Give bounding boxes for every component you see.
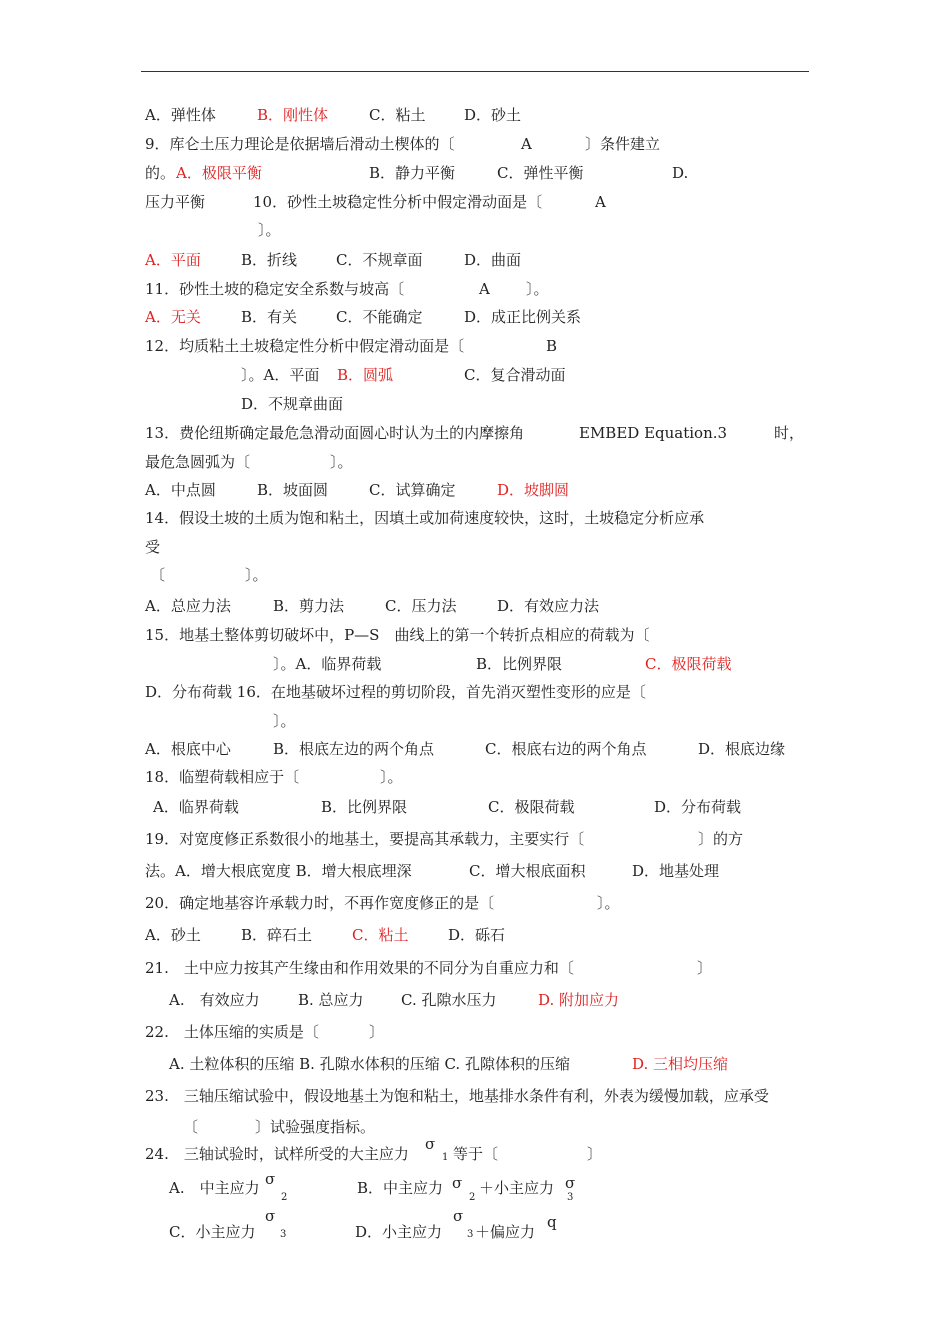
text-run: 等于〔 — [453, 1145, 499, 1163]
math-subscript: 3 — [467, 1229, 474, 1240]
math-subscript: 2 — [469, 1192, 476, 1203]
text-run: 〕 — [587, 1145, 603, 1163]
answer-highlight: D. 附加应力 — [538, 991, 620, 1009]
text-run: 〕 — [697, 959, 713, 977]
text-run: 〕。 — [273, 712, 296, 730]
text-run: C．复合滑动面 — [464, 366, 566, 384]
text-run: 的。 — [145, 164, 176, 182]
text-run: 13．费伦纽斯确定最危急滑动面圆心时认为土的内摩擦角 — [145, 424, 525, 442]
text-run: B. 总应力 — [298, 991, 364, 1009]
text-run: 〔 — [150, 566, 166, 584]
text-run: C．极限荷载 — [488, 798, 575, 816]
text-run: B — [546, 337, 558, 355]
text-run: 〕。A．临界荷载 — [273, 655, 382, 673]
text-run: 24. 三轴试验时，试样所受的大主应力 — [145, 1145, 409, 1163]
math-symbol: σ — [565, 1174, 576, 1192]
text-run: EMBED Equation.3 — [579, 424, 728, 442]
text-run: C．弹性平衡 — [497, 164, 584, 182]
text-run: 〕 — [369, 1023, 385, 1041]
text-run: B．中主应力 — [357, 1179, 444, 1197]
text-run: A．根底中心 — [145, 740, 231, 758]
text-run: 受 — [145, 538, 161, 556]
text-run: A. 有效应力 — [169, 991, 260, 1009]
text-run: 〕的方 — [698, 830, 744, 848]
text-run: 23. 三轴压缩试验中，假设地基土为饱和粘土，地基排水条件有利，外表为缓慢加载，应承受 — [145, 1087, 769, 1105]
text-run: B．剪力法 — [273, 597, 345, 615]
text-run: B．比例界限 — [321, 798, 408, 816]
text-run: B．碎石土 — [241, 926, 313, 944]
math-symbol: σ — [425, 1135, 436, 1153]
answer-highlight: C．极限荷载 — [645, 655, 732, 673]
math-symbol: σ — [452, 1174, 463, 1192]
math-symbol: q — [547, 1213, 557, 1231]
text-run: A — [521, 135, 532, 153]
text-run: A. 土粒体积的压缩 B. 孔隙水体积的压缩 C. 孔隙体积的压缩 — [169, 1055, 570, 1073]
math-subscript: 3 — [280, 1229, 287, 1240]
answer-highlight: B．刚性体 — [257, 106, 329, 124]
text-run: 11．砂性土坡的稳定安全系数与坡高〔 — [145, 280, 405, 298]
text-run: D．小主应力 — [355, 1223, 443, 1241]
text-run: D．有效应力法 — [497, 597, 600, 615]
header-rule — [141, 71, 809, 72]
text-run: 19．对宽度修正系数很小的地基土，要提高其承载力，主要实行〔 — [145, 830, 585, 848]
text-run: 12．均质粘土土坡稳定性分析中假定滑动面是〔 — [145, 337, 465, 355]
text-run: 18．临塑荷载相应于〔 — [145, 768, 300, 786]
text-run: C．不规章面 — [336, 251, 423, 269]
text-run: C. 孔隙水压力 — [401, 991, 497, 1009]
text-run: A — [479, 280, 490, 298]
text-run: 压力平衡 — [145, 193, 206, 211]
text-run: C．小主应力 — [169, 1223, 256, 1241]
text-run: 〕条件建立 — [585, 135, 661, 153]
text-run: 法。A．增大根底宽度 B．增大根底埋深 — [145, 862, 412, 880]
answer-highlight: A．极限平衡 — [176, 164, 262, 182]
text-run: A — [595, 193, 606, 211]
text-run: D. — [672, 164, 689, 182]
text-run: 〕。 — [330, 453, 353, 471]
text-run: D．曲面 — [464, 251, 522, 269]
text-run: A．弹性体 — [145, 106, 216, 124]
text-run: C．粘土 — [369, 106, 426, 124]
text-run: D．分布荷载 16．在地基破坏过程的剪切阶段，首先消灭塑性变形的应是〔 — [145, 683, 646, 701]
text-run: ＋偏应力 — [475, 1223, 536, 1241]
text-run: 时， — [774, 424, 805, 442]
text-run: D．砾石 — [448, 926, 506, 944]
text-run: 20．确定地基容许承载力时，不再作宽度修正的是〔 — [145, 894, 495, 912]
text-run: D．根底边缘 — [698, 740, 786, 758]
text-run: A．砂土 — [145, 926, 201, 944]
text-run: C．不能确定 — [336, 308, 423, 326]
text-run: B．静力平衡 — [369, 164, 456, 182]
answer-highlight: C．粘土 — [352, 926, 409, 944]
text-run: C．试算确定 — [369, 481, 456, 499]
text-run: 〔 — [183, 1118, 199, 1136]
text-run: C．增大根底面积 — [469, 862, 586, 880]
math-subscript: 2 — [281, 1192, 288, 1203]
text-run: A. 中主应力 — [169, 1179, 260, 1197]
text-run: A．临界荷载 — [153, 798, 239, 816]
text-run: 9．库仑土压力理论是依据墙后滑动土楔体的〔 — [145, 135, 455, 153]
text-run: 〕。 — [597, 894, 620, 912]
text-run: A．中点圆 — [145, 481, 216, 499]
math-subscript: 3 — [567, 1192, 574, 1203]
text-run: B．有关 — [241, 308, 298, 326]
text-run: 10．砂性土坡稳定性分析中假定滑动面是〔 — [253, 193, 543, 211]
text-run: B．坡面圆 — [257, 481, 329, 499]
math-symbol: σ — [265, 1207, 276, 1225]
math-symbol: σ — [265, 1170, 276, 1188]
text-run: 〕。A．平面 — [241, 366, 320, 384]
text-run: 最危急圆弧为〔 — [145, 453, 251, 471]
text-run: 〕。 — [258, 221, 281, 239]
text-run: C．压力法 — [385, 597, 457, 615]
answer-highlight: B．圆弧 — [337, 366, 394, 384]
text-run: 〕。 — [526, 280, 549, 298]
text-run: D．成正比例关系 — [464, 308, 582, 326]
text-run: 〕试验强度指标。 — [255, 1118, 376, 1136]
text-run: 14．假设土坡的土质为饱和粘土，因填土或加荷速度较快，这时，土坡稳定分析应承 — [145, 509, 705, 527]
answer-highlight: D．坡脚圆 — [497, 481, 570, 499]
text-run: D．分布荷载 — [654, 798, 742, 816]
answer-highlight: D. 三相均压缩 — [632, 1055, 729, 1073]
text-run: B．根底左边的两个角点 — [273, 740, 435, 758]
text-run: 〕。 — [380, 768, 403, 786]
text-run: B．比例界限 — [476, 655, 563, 673]
text-run: 15．地基土整体剪切破坏中，P—S 曲线上的第一个转折点相应的荷载为〔 — [145, 626, 650, 644]
text-run: 21. 土中应力按其产生缘由和作用效果的不同分为自重应力和〔 — [145, 959, 574, 977]
text-run: B．折线 — [241, 251, 298, 269]
text-run: D．砂土 — [464, 106, 522, 124]
text-run: C．根底右边的两个角点 — [485, 740, 647, 758]
math-subscript: 1 — [442, 1152, 449, 1163]
answer-highlight: A．无关 — [145, 308, 201, 326]
text-run: 22. 土体压缩的实质是〔 — [145, 1023, 319, 1041]
math-symbol: σ — [453, 1207, 464, 1225]
text-run: ＋小主应力 — [479, 1179, 555, 1197]
text-run: 〕。 — [245, 566, 268, 584]
text-run: D．地基处理 — [632, 862, 720, 880]
text-run: A．总应力法 — [145, 597, 231, 615]
answer-highlight: A．平面 — [145, 251, 201, 269]
text-run: D．不规章曲面 — [241, 395, 344, 413]
